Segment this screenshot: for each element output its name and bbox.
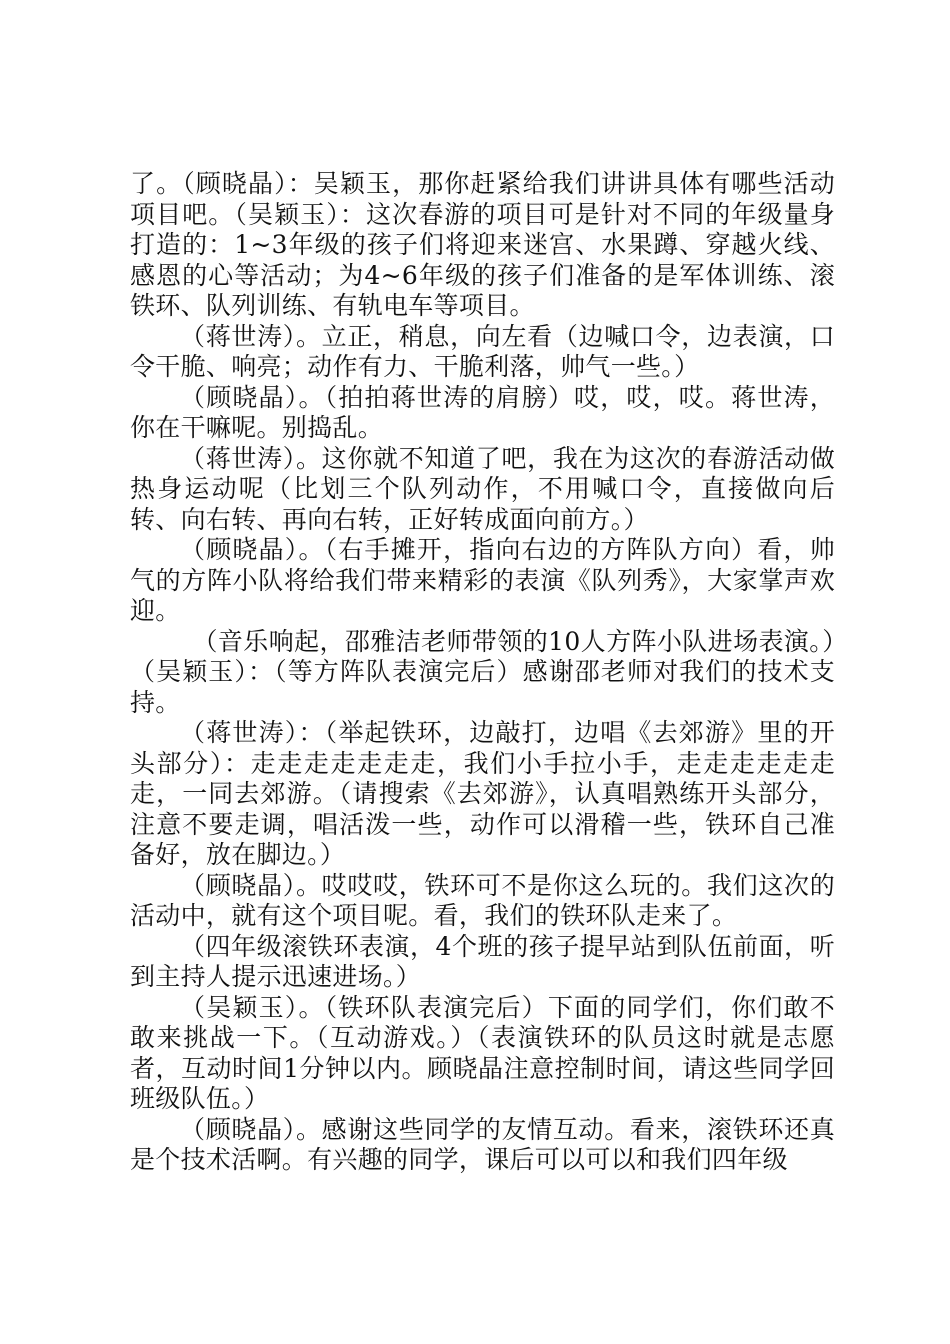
paragraph: （四年级滚铁环表演，4个班的孩子提早站到队伍前面，听到主持人提示迅速进场。）: [130, 931, 835, 991]
paragraph: （蒋世涛）：（举起铁环，边敲打，边唱《去郊游》里的开头部分）：走走走走走走走，我们小手拉小手，走走走走走走走，一同去郊游。（请搜索《去郊游》，认真唱熟练开头部分，注意不要走调，唱活泼一些，动作可以滑稽一些，铁环自己准备好，放在脚边。）: [130, 718, 835, 869]
paragraph: （顾晓晶）。（拍拍蒋世涛的肩膀）哎，哎，哎。蒋世涛，你在干嘛呢。别捣乱。: [130, 382, 835, 442]
paragraph: （音乐响起，邵雅洁老师带领的10人方阵小队进场表演。）（吴颖玉）：（等方阵队表演完后）感谢邵老师对我们的技术支持。: [130, 626, 835, 717]
paragraph: （蒋世涛）。立正，稍息，向左看（边喊口令，边表演，口令干脆、响亮；动作有力、干脆利落，帅气一些。）: [130, 321, 835, 381]
document-body: [130, 169, 835, 1176]
paragraph: （蒋世涛）。这你就不知道了吧，我在为这次的春游活动做热身运动呢（比划三个队列动作，不用喊口令，直接做向后转、向右转、再向右转，正好转成面向前方。）: [130, 443, 835, 534]
paragraph: （吴颖玉）。（铁环队表演完后）下面的同学们，你们敢不敢来挑战一下。（互动游戏。）（表演铁环的队员这时就是志愿者，互动时间1分钟以内。顾晓晶注意控制时间，请这些同学回班级队伍。）: [130, 992, 835, 1113]
paragraph: （顾晓晶）。（右手摊开，指向右边的方阵队方向）看，帅气的方阵小队将给我们带来精彩的表演《队列秀》，大家掌声欢迎。: [130, 535, 835, 625]
paragraph: （顾晓晶）。感谢这些同学的友情互动。看来，滚铁环还真是个技术活啊。有兴趣的同学，课后可以可以和我们四年级: [130, 1114, 835, 1174]
paragraph: （顾晓晶）。哎哎哎，铁环可不是你这么玩的。我们这次的活动中，就有这个项目呢。看，我们的铁环队走来了。: [130, 870, 835, 930]
paragraph: 了。（顾晓晶）：吴颖玉，那你赶紧给我们讲讲具体有哪些活动项目吧。（吴颖玉）：这次春游的项目可是针对不同的年级量身打造的：1~3年级的孩子们将迎来迷宫、水果蹲、穿越火线、感恩的心等活动；为4~6年级的孩子们准备的是军体训练、滚铁环、队列训练、有轨电车等项目。: [130, 169, 835, 320]
